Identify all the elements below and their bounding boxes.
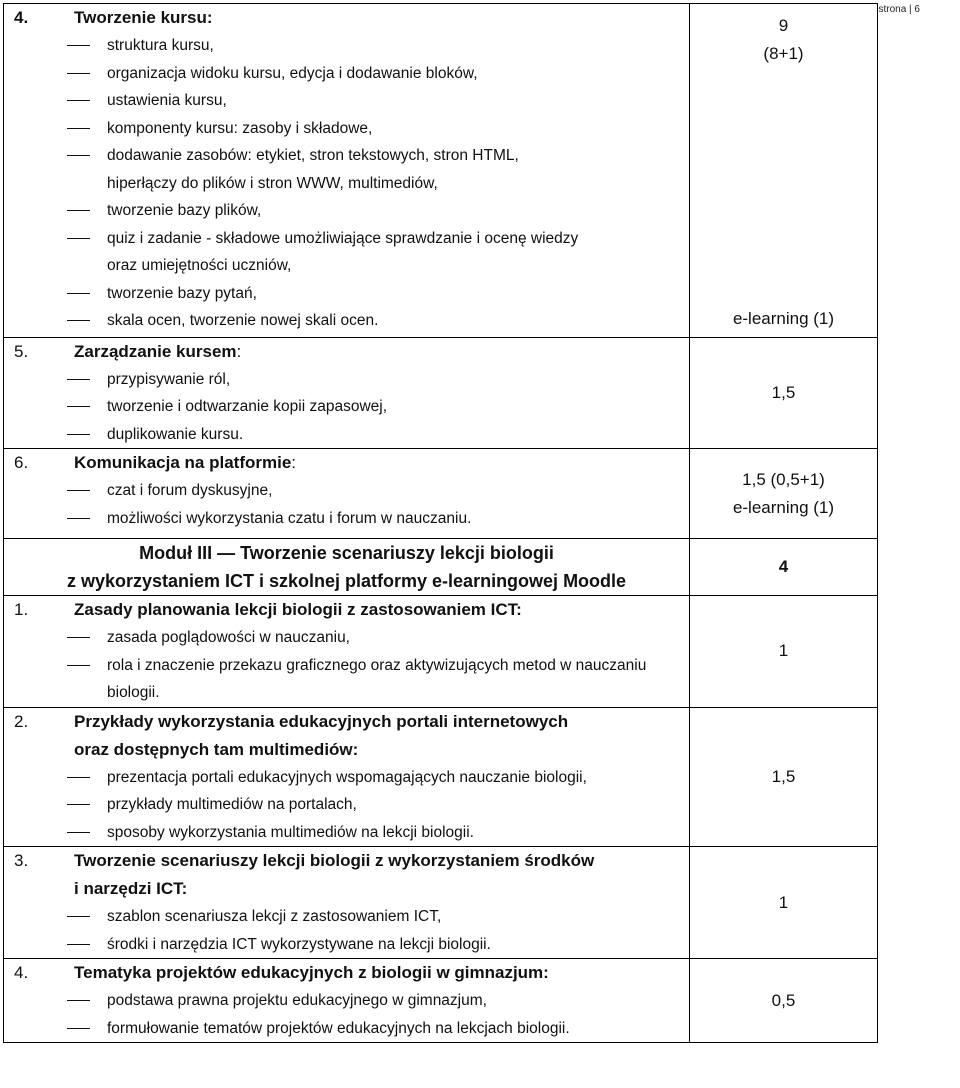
section-heading [4, 596, 689, 624]
dash-bullet [67, 100, 90, 101]
table-row [4, 596, 878, 708]
dash-bullet [67, 832, 90, 833]
list-item: podstawa prawna projektu edukacyjnego w gimnazjum, [4, 987, 689, 1015]
hours-value: 0,5 [771, 990, 796, 1010]
dash-bullet [67, 1000, 90, 1001]
section-heading [4, 847, 689, 875]
section-heading: 6. Komunikacja na platformie: [4, 449, 689, 477]
hours-cell [690, 959, 878, 1043]
bullet-list [4, 903, 689, 958]
section-number: 3. [14, 851, 29, 870]
dash-bullet [67, 490, 90, 491]
dash-bullet [67, 45, 90, 46]
section-heading: 5. Zarządzanie kursem: [4, 338, 689, 366]
list-item: quiz i zadanie - składowe umożliwiające sprawdzanie i ocenę wiedzy oraz umiejętności uczniów, [4, 225, 689, 280]
section-title: Tworzenie scenariuszy lekcji biologii z wykorzystaniem środków [74, 851, 595, 870]
section-title: Komunikacja na platformie [74, 453, 292, 472]
hours-cell [690, 596, 878, 708]
hours-cell [690, 4, 878, 338]
list-item: środki i narzędzia ICT wykorzystywane na lekcji biologii. [4, 931, 689, 959]
list-item: tworzenie bazy pytań, [4, 280, 689, 308]
dash-bullet [67, 804, 90, 805]
list-item: szablon scenariusza lekcji z zastosowaniem ICT, [4, 903, 689, 931]
section-title: Zasady planowania lekcji biologii z zastosowaniem ICT: [74, 600, 522, 619]
list-item: prezentacja portali edukacyjnych wspomagających nauczanie biologii, [4, 764, 689, 792]
hours-cell [690, 847, 878, 959]
table-row [4, 337, 878, 449]
dash-bullet [67, 128, 90, 129]
dash-bullet [67, 637, 90, 638]
section-title: Tworzenie kursu: [74, 8, 213, 27]
list-item: tworzenie i odtwarzanie kopii zapasowej, [4, 393, 689, 421]
list-item: przykłady multimediów na portalach, [4, 791, 689, 819]
section-number: 4. [14, 8, 29, 27]
hours-value: 1 [778, 641, 789, 661]
e-learning-hours: e-learning (1) [732, 497, 835, 517]
list-item: możliwości wykorzystania czatu i forum w nauczaniu. [4, 505, 689, 533]
dash-bullet [67, 406, 90, 407]
hours-cell [690, 337, 878, 449]
list-item: dodawanie zasobów: etykiet, stron tekstowych, stron HTML, hiperłączy do plików i stron WWW, multimediów, [4, 142, 689, 197]
list-item: struktura kursu, [4, 32, 689, 60]
table-row [4, 959, 878, 1043]
topic-cell [4, 707, 690, 847]
list-item: organizacja widoku kursu, edycja i dodawanie bloków, [4, 60, 689, 88]
list-item: czat i forum dyskusyjne, [4, 477, 689, 505]
dash-bullet [67, 320, 90, 321]
section-title-continued: i narzędzi ICT: [74, 879, 188, 898]
e-learning-hours: e-learning (1) [732, 308, 835, 328]
dash-bullet [67, 379, 90, 380]
module-title-cell [4, 539, 690, 596]
section-number: 5. [14, 341, 29, 361]
list-item: formułowanie tematów projektów edukacyjnych na lekcjach biologii. [4, 1015, 689, 1043]
section-title: Tematyka projektów edukacyjnych z biologii w gimnazjum: [74, 963, 549, 982]
dash-bullet [67, 73, 90, 74]
bullet-list [4, 32, 689, 335]
bullet-list [4, 987, 689, 1042]
dash-bullet [67, 777, 90, 778]
table-row [4, 707, 878, 847]
hours-value: 1,5 [771, 766, 796, 786]
dash-bullet [67, 434, 90, 435]
module-subtitle: z wykorzystaniem ICT i szkolnej platformy e-learningowej Moodle [66, 571, 627, 591]
hours-breakdown: (8+1) [763, 44, 804, 63]
list-item: rola i znaczenie przekazu graficznego oraz aktywizujących metod w nauczaniu biologii. [4, 652, 689, 707]
dash-bullet [67, 293, 90, 294]
hours-cell [690, 707, 878, 847]
dash-bullet [67, 916, 90, 917]
module-hours-cell [690, 539, 878, 596]
list-item: skala ocen, tworzenie nowej skali ocen. [4, 307, 689, 335]
hours-value: 9 [778, 16, 789, 35]
dash-bullet [67, 518, 90, 519]
table-row [4, 449, 878, 539]
syllabus-table [3, 3, 878, 1043]
hours-value: 1 [778, 892, 789, 912]
dash-bullet [67, 238, 90, 239]
bullet-list [4, 477, 689, 532]
dash-bullet [67, 1028, 90, 1029]
hours-cell [690, 449, 878, 539]
hours-value: 1,5 (0,5+1) [742, 469, 825, 489]
topic-cell [4, 337, 690, 449]
list-item: przypisywanie ról, [4, 366, 689, 394]
topic-cell [4, 596, 690, 708]
hours-value: 1,5 [771, 382, 796, 402]
section-title: Zarządzanie kursem [74, 341, 237, 361]
section-title: Przykłady wykorzystania edukacyjnych portali internetowych [74, 711, 569, 731]
section-number: 1. [14, 600, 29, 619]
section-number: 4. [14, 963, 29, 982]
section-heading [4, 959, 689, 987]
topic-cell [4, 959, 690, 1043]
table-row [4, 847, 878, 959]
dash-bullet [67, 210, 90, 211]
section-number: 6. [14, 453, 29, 472]
bullet-list [4, 764, 689, 847]
section-title-continued: oraz dostępnych tam multimediów: [74, 739, 359, 759]
list-item: komponenty kursu: zasoby i składowe, [4, 115, 689, 143]
bullet-list [4, 624, 689, 707]
list-item: zasada poglądowości w nauczaniu, [4, 624, 689, 652]
list-item: sposoby wykorzystania multimediów na lekcji biologii. [4, 819, 689, 847]
module-hours-value: 4 [778, 557, 789, 576]
list-item: ustawienia kursu, [4, 87, 689, 115]
module-title: Moduł III — Tworzenie scenariuszy lekcji biologii [139, 543, 554, 563]
table-row [4, 4, 878, 338]
topic-cell [4, 449, 690, 539]
section-number: 2. [14, 711, 29, 731]
dash-bullet [67, 665, 90, 666]
list-item: duplikowanie kursu. [4, 421, 689, 449]
dash-bullet [67, 155, 90, 156]
bullet-list [4, 366, 689, 449]
list-item: tworzenie bazy plików, [4, 197, 689, 225]
dash-bullet [67, 944, 90, 945]
page-number-label: strona | 6 [878, 4, 920, 15]
section-heading [4, 708, 689, 736]
section-heading [4, 4, 689, 32]
topic-cell [4, 847, 690, 959]
module-header-row [4, 539, 878, 596]
topic-cell [4, 4, 690, 338]
